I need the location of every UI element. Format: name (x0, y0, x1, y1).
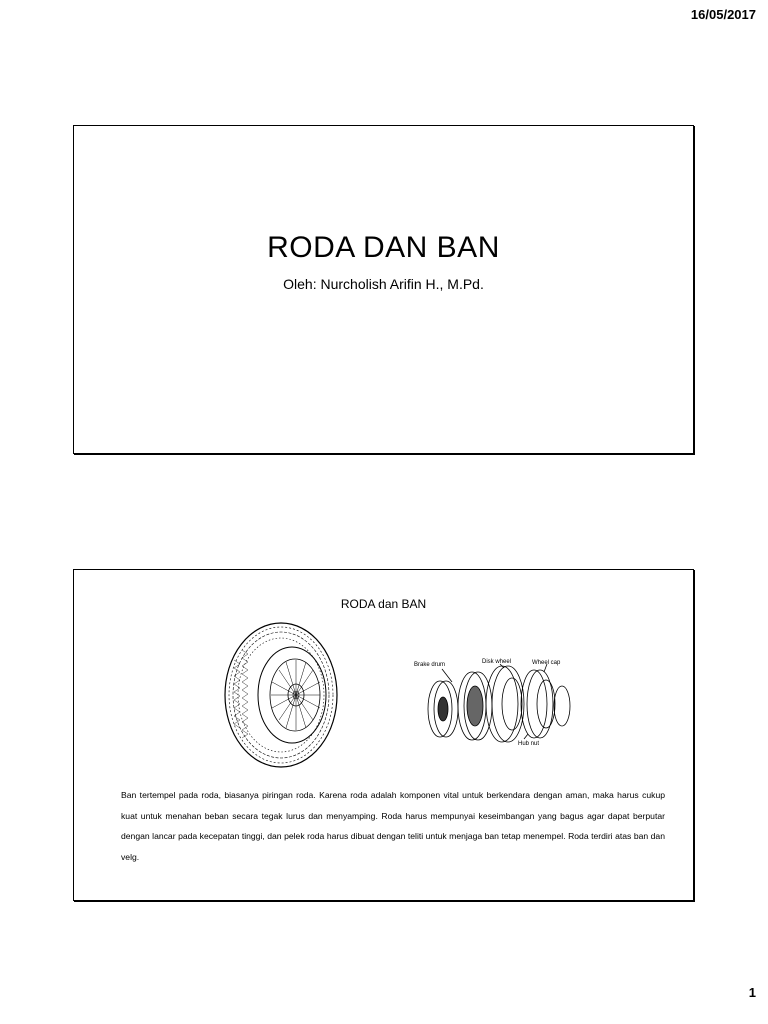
wheel-parts-figure (412, 654, 582, 754)
slide-roda-dan-ban (73, 569, 694, 901)
slide2-body-text: Ban tertempel pada roda, biasanya piringan roda. Karena roda adalah komponen vital untuk berkendara dengan aman, maka harus cukup kuat untuk menahan beban secara tegak lurus dan menyamping. Roda harus mempunyai keseimbangan yang bagus agar dapat berputar dengan lancar pada kecepatan tinggi, dan pelek roda harus dibuat dengan teliti untuk menjaga ban tetap menempel. Roda terdiri atas ban dan velg. (121, 790, 665, 862)
label-disk-wheel: Disk wheel (482, 659, 512, 665)
label-wheel-cap: Wheel cap (532, 660, 561, 666)
slide-title-page (73, 125, 694, 454)
slide2-title: RODA dan BAN (340, 597, 427, 611)
label-hub-nut: Hub nut (518, 741, 540, 747)
slide-subtitle: Oleh: Nurcholish Arifin H., M.Pd. (283, 276, 484, 292)
tire-illustration (222, 620, 340, 770)
print-date: 16/05/2017 (690, 7, 756, 22)
slide-title: RODA DAN BAN (267, 231, 500, 264)
page-number: 1 (748, 985, 756, 1000)
label-brake-drum: Brake drum (414, 662, 446, 668)
exploded-wheel-illustration (412, 654, 582, 754)
